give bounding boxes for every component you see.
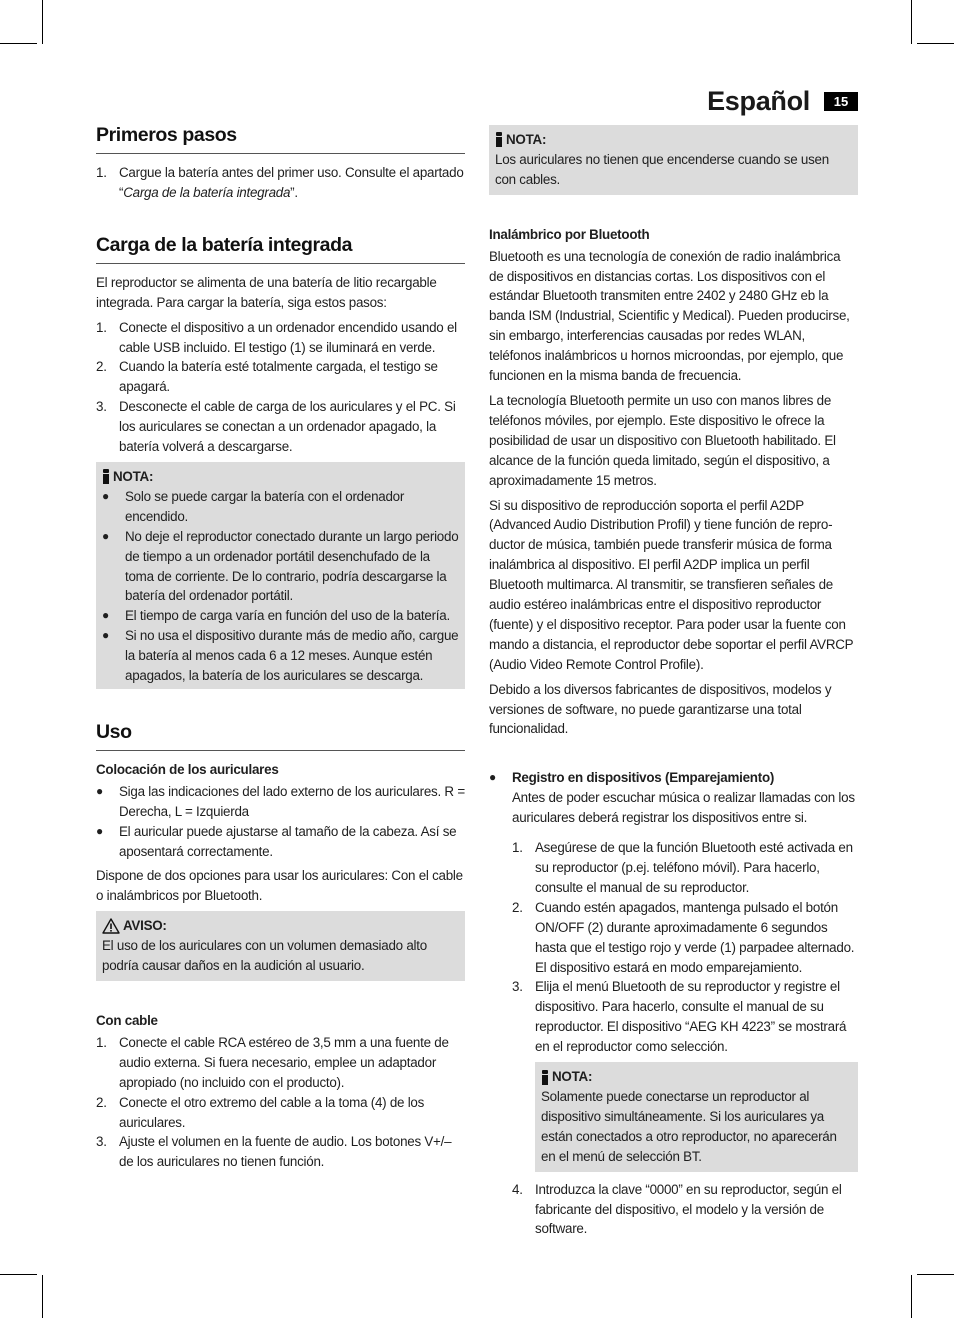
- right-column: [489, 125, 858, 1244]
- subsection-title-colocacion: Colocación de los auriculares: [96, 761, 279, 777]
- registro-steps: [512, 838, 858, 1057]
- crop-mark: [42, 0, 43, 44]
- note-bullets: [102, 487, 459, 686]
- step-text: Elija el menú Bluetooth de su reproductor y registre el dispositivo. Para hacerlo, consulte el manual de su reproductor. El dispositivo “AEG KH 4223” se mostrará en el reproductor como selección.: [535, 979, 847, 1055]
- warning-icon: [102, 918, 120, 934]
- bullet-icon: ●: [96, 783, 103, 798]
- list-item: [96, 822, 465, 862]
- list-item: [102, 487, 459, 527]
- note-title: [495, 130, 852, 150]
- page-number: 15: [824, 92, 858, 111]
- step-number: 3.: [96, 399, 107, 415]
- bluetooth-paragraph-1: Bluetooth es una tecnología de conexión de radio inalámbrica de dispositivos en distancias cortas. Los dispositivos con el estándar Bluetooth transmiten entre 2402 y 2480 GHz eb la banda ISM (Industrial, Scientific y Medical). Pueden producirse, sin embargo, interferencias causadas por redes WLAN, teléfonos inalámbricos u hornos microondas, por ejemplo, que funcionen en la misma banda de frecuencia.: [489, 248, 850, 384]
- bullet-icon: ●: [489, 770, 496, 785]
- subsection-title-bluetooth: Inalámbrico por Bluetooth: [489, 226, 650, 242]
- note-label: NOTA:: [552, 1069, 593, 1085]
- carga-steps: [96, 318, 465, 457]
- colocacion-bullets: [96, 782, 465, 862]
- list-item: [96, 318, 465, 358]
- bullet-text: El tiempo de carga varía en función del uso de la batería.: [125, 608, 450, 624]
- bullet-icon: ●: [96, 823, 103, 838]
- language-title: Español: [707, 86, 810, 116]
- bullet-icon: ●: [102, 608, 109, 623]
- bluetooth-paragraph-4: Debido a los diversos fabricantes de dispositivos, modelos y versiones de software, no puede garantizarse una total funcionalidad.: [489, 681, 832, 737]
- crop-mark: [917, 1274, 954, 1275]
- note-text: Solamente puede conectarse un reproductor al dispositivo simultáneamente. Si los auriculares ya están conectados a otro reproductor, no aparecerán en el menú de selección BT.: [541, 1088, 837, 1164]
- list-item: [512, 977, 858, 1057]
- bluetooth-paragraph-2: La tecnología Bluetooth permite un uso con manos libres de teléfonos móviles, por ejemplo. Este dispositivo le ofrece la posibilidad de usar un dispositivo con Bluetooth habilitado. El alcance de la función queda limitado, según el dispositivo, a aproximadamente 15 metros.: [489, 392, 836, 488]
- step-text: Desconecte el cable de carga de los auriculares y el PC. Si los auriculares se conectan a un ordenador apagado, la batería volverá a descargarse.: [119, 399, 456, 455]
- bullet-text: Solo se puede cargar la batería con el ordenador encendido.: [125, 488, 405, 524]
- bluetooth-paragraph-3: Si su dispositivo de reproducción soporta el perfil A2DP (Advanced Audio Distribution Profil) y tiene función de reproductor de música, también puede transferir música de forma inalámbrica al dispositivo. El perfil A2DP implica un perfil Bluetooth multimarca. Al transmitir, se transfieren señales de audio estéreo inalámbricas entre el dispositivo reproductor (fuente) y el dispositivo receptor. Para poder usar la fuente con mando a distancia, el reproductor debe soportar el perfil AVRCP (Audio Video Remote Control Profile).: [489, 497, 854, 672]
- left-column: [96, 122, 465, 1177]
- list-item: [102, 626, 459, 686]
- note-label: NOTA:: [113, 468, 154, 484]
- list-item: [96, 397, 465, 457]
- step-number: 1.: [96, 1034, 107, 1050]
- carga-intro: El reproductor se alimenta de una batería de litio recargable integrada. Para cargar la batería, siga estos pasos:: [96, 274, 437, 310]
- info-icon: [495, 132, 503, 147]
- crop-mark: [911, 0, 912, 44]
- list-item: [96, 357, 465, 397]
- list-item: [96, 1033, 465, 1093]
- step-text: Asegúrese de que la función Bluetooth esté activada en su reproductor (p.ej. teléfono móvil). Para hacerlo, consulte el manual de su reproductor.: [535, 840, 853, 895]
- step-text: Conecte el otro extremo del cable a la toma (4) de los auriculares.: [119, 1094, 425, 1130]
- step-text-pre: Cargue la batería antes del primer uso. Consulte el apartado “: [119, 165, 464, 200]
- warning-title: [102, 916, 459, 936]
- step-number: 4.: [512, 1181, 523, 1197]
- bullet-text: Si no usa el dispositivo durante más de medio año, cargue la batería al menos cada 6 a 12 meses. Aunque estén apagados, la batería de los auriculares se descarga.: [125, 628, 459, 684]
- uso-options-text: Dispone de dos opciones para usar los auriculares: Con el cable o inalámbricos por Bluetooth.: [96, 868, 463, 904]
- list-item: [489, 768, 858, 833]
- step-text: [119, 163, 465, 203]
- step-number: 1.: [96, 165, 107, 180]
- list-item: [512, 898, 858, 978]
- step-number: 2.: [96, 1094, 107, 1110]
- note-label: NOTA:: [506, 132, 547, 147]
- registro-bullet: [489, 768, 858, 833]
- crop-mark: [917, 43, 954, 44]
- section-title-carga: Carga de la batería integrada: [96, 232, 465, 264]
- note-box: [96, 462, 465, 689]
- list-item: [96, 1093, 465, 1133]
- list-item: [96, 163, 465, 203]
- list-item: [96, 782, 465, 822]
- registro-steps-wrapper: [489, 838, 858, 1239]
- step-text: Introduzca la clave “0000” en su reproductor, según el fabricante del dispositivo, el modelo y la versión de software.: [535, 1181, 842, 1237]
- list-item: [102, 606, 459, 626]
- bullet-text: Siga las indicaciones del lado externo de los auriculares. R = Derecha, L = Izquierda: [119, 783, 465, 819]
- step-text: Cuando estén apagados, mantenga pulsado el botón ON/OFF (2) durante aproximadamente 6 segundos hasta que el testigo rojo y verde (1) parpadee alternado. El dispositivo estará en modo emparejamiento.: [535, 899, 855, 975]
- list-item: [102, 527, 459, 607]
- cable-steps: [96, 1033, 465, 1172]
- step-text-post: ”.: [290, 184, 298, 200]
- note-title: [102, 467, 459, 487]
- step-number: 2.: [96, 359, 107, 375]
- crop-mark: [42, 1275, 43, 1318]
- info-icon: [102, 469, 110, 484]
- registro-steps-continued: [512, 1180, 858, 1240]
- step-number: 2.: [512, 899, 523, 915]
- section-title-uso: Uso: [96, 719, 465, 751]
- bullet-icon: ●: [102, 528, 109, 543]
- note-box: [535, 1062, 858, 1172]
- step-text: Cuando la batería esté totalmente cargada, el testigo se apagará.: [119, 359, 438, 395]
- step-text-emphasis: Carga de la batería integrada: [123, 184, 291, 200]
- bullet-icon: ●: [102, 628, 109, 643]
- bullet-text: El auricular puede ajustarse al tamaño de la cabeza. Así se aposentará correctamente.: [119, 823, 457, 859]
- page-header: [707, 86, 858, 117]
- warning-box: [96, 911, 465, 981]
- step-number: 1.: [96, 319, 107, 335]
- crop-mark: [911, 1275, 912, 1318]
- step-number: 3.: [512, 979, 523, 995]
- step-text: Ajuste el volumen en la fuente de audio. Los botones V+/– de los auriculares no tienen función.: [119, 1134, 452, 1170]
- list-item: [512, 838, 858, 898]
- subsection-title-cable: Con cable: [96, 1013, 158, 1028]
- registro-title: Registro en dispositivos (Emparejamiento): [512, 770, 775, 786]
- bullet-text: No deje el reproductor conectado durante un largo periodo de tiempo a un ordenador portátil desenchufado de la toma de corriente. De lo contrario, podría descargarse la batería del ordenador portátil.: [125, 528, 459, 604]
- info-icon: [541, 1070, 549, 1085]
- list-item: [512, 1180, 858, 1240]
- note-text: Los auriculares no tienen que encenderse cuando se usen con cables.: [495, 151, 829, 187]
- warning-label: AVISO:: [123, 918, 167, 934]
- step-text: Conecte el dispositivo a un ordenador encendido usando el cable USB incluido. El testigo (1) se iluminará en verde.: [119, 319, 457, 355]
- note-title: [541, 1067, 852, 1087]
- note-box: [489, 125, 858, 195]
- crop-mark: [0, 43, 37, 44]
- list-item: [96, 1132, 465, 1172]
- step-text: Conecte el cable RCA estéreo de 3,5 mm a una fuente de audio externa. Si fuera necesario, emplee un adaptador apropiado (no incluido con el producto).: [119, 1034, 449, 1090]
- warning-text: El uso de los auriculares con un volumen demasiado alto podría causar daños en la audición al usuario.: [102, 938, 427, 974]
- registro-intro: Antes de poder escuchar música o realizar llamadas con los auriculares deberá registrar los dispositivos entre si.: [512, 790, 855, 826]
- section-title-primeros-pasos: Primeros pasos: [96, 122, 465, 154]
- step-number: 1.: [512, 840, 523, 856]
- bullet-icon: ●: [102, 488, 109, 503]
- registro-content: [512, 768, 858, 833]
- step-number: 3.: [96, 1134, 107, 1150]
- crop-mark: [0, 1274, 37, 1275]
- primeros-steps: [96, 163, 465, 203]
